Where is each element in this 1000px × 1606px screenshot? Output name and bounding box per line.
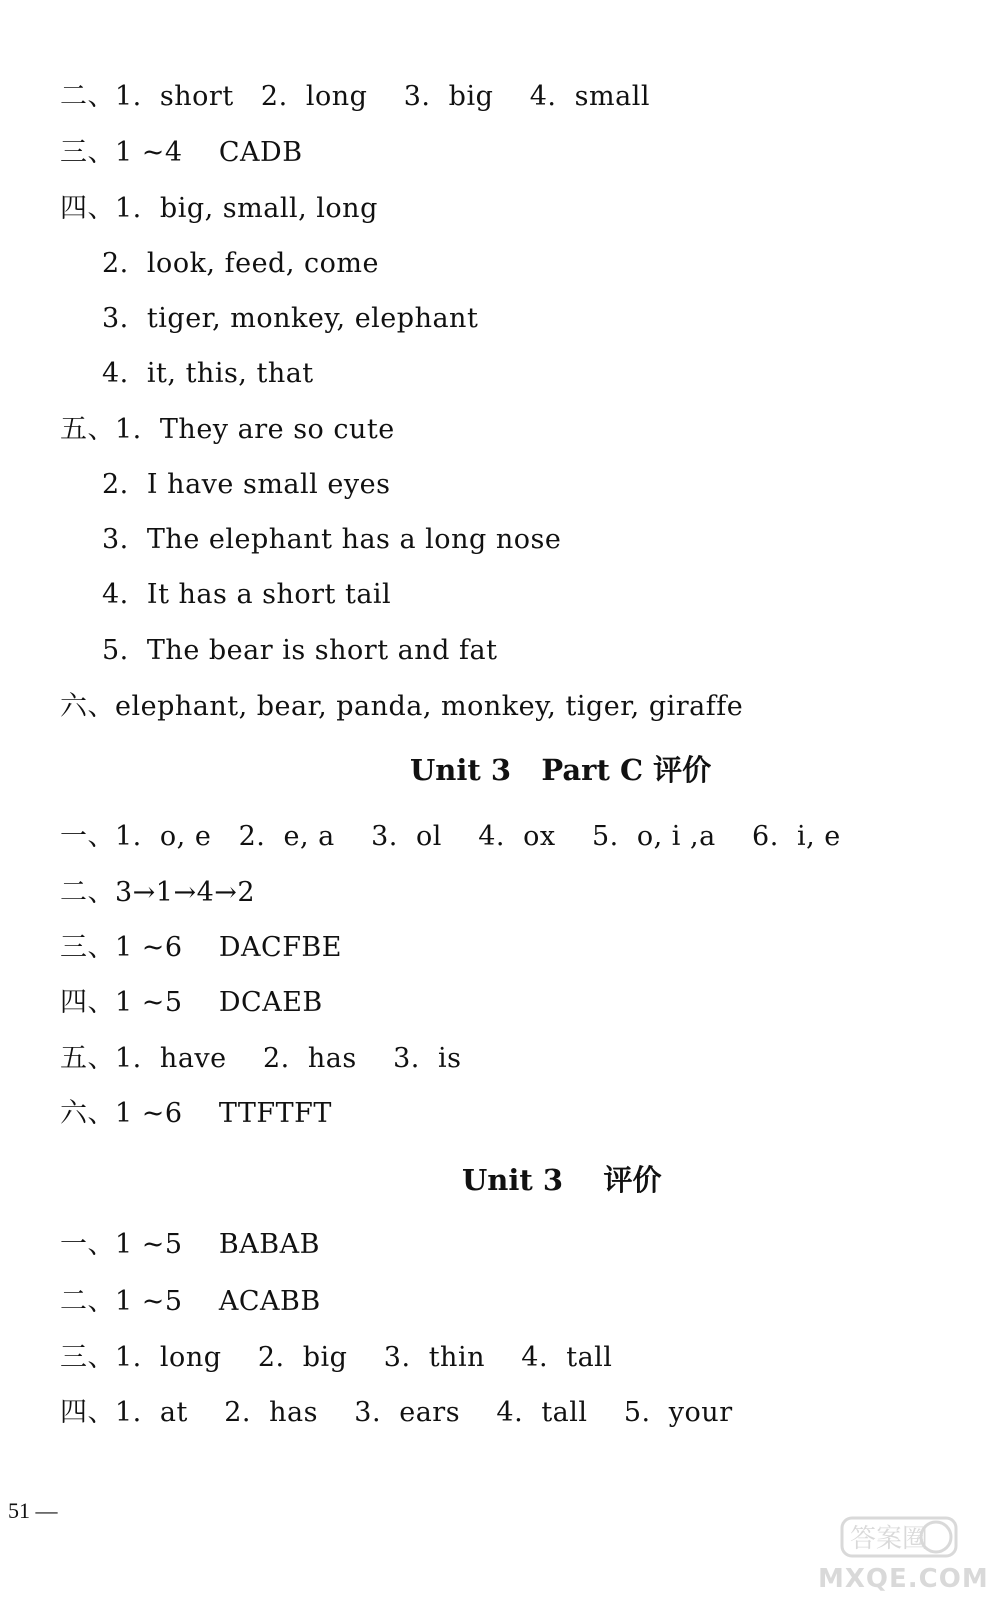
answer-line: 一、1. o, e 2. e, a 3. ol 4. ox 5. o, i ,a 6. i, e <box>60 821 841 852</box>
watermark-logo <box>818 1514 989 1594</box>
answer-line: 三、1. long 2. big 3. thin 4. tall <box>60 1342 613 1373</box>
answer-line: 六、elephant, bear, panda, monkey, tiger, giraffe <box>60 691 744 722</box>
section-heading: Unit 3 Part C 评价 <box>410 753 712 787</box>
answer-line: 5. The bear is short and fat <box>102 635 498 666</box>
answer-line: 三、1 ~6 DACFBE <box>60 932 342 963</box>
answer-line: 四、1. big, small, long <box>60 193 378 224</box>
answer-line: 二、1. short 2. long 3. big 4. small <box>60 81 650 112</box>
answer-line: 四、1. at 2. has 3. ears 4. tall 5. your <box>60 1397 733 1428</box>
watermark-badge-icon <box>840 1514 958 1560</box>
answer-line: 二、3→1→4→2 <box>60 877 256 908</box>
answer-line: 2. look, feed, come <box>102 248 379 279</box>
answer-line: 4. It has a short tail <box>102 579 392 610</box>
answer-line: 五、1. have 2. has 3. is <box>60 1043 462 1074</box>
watermark-text: MXQE.COM <box>818 1564 989 1594</box>
answer-line: 3. The elephant has a long nose <box>102 524 562 555</box>
answer-line: 3. tiger, monkey, elephant <box>102 303 479 334</box>
watermark-logo-text: 答案圈 <box>850 1524 929 1554</box>
answer-line: 四、1 ~5 DCAEB <box>60 987 323 1018</box>
answer-line: 一、1 ~5 BABAB <box>60 1229 320 1260</box>
page-number: 51 — <box>8 1498 58 1523</box>
answer-line: 六、1 ~6 TTFTFT <box>60 1098 332 1129</box>
section-heading: Unit 3 评价 <box>462 1163 662 1197</box>
answer-line: 五、1. They are so cute <box>60 414 395 445</box>
answer-line: 二、1 ~5 ACABB <box>60 1286 321 1317</box>
answer-line: 三、1 ~4 CADB <box>60 137 303 168</box>
answer-line: 4. it, this, that <box>102 358 314 389</box>
answer-line: 2. I have small eyes <box>102 469 391 500</box>
